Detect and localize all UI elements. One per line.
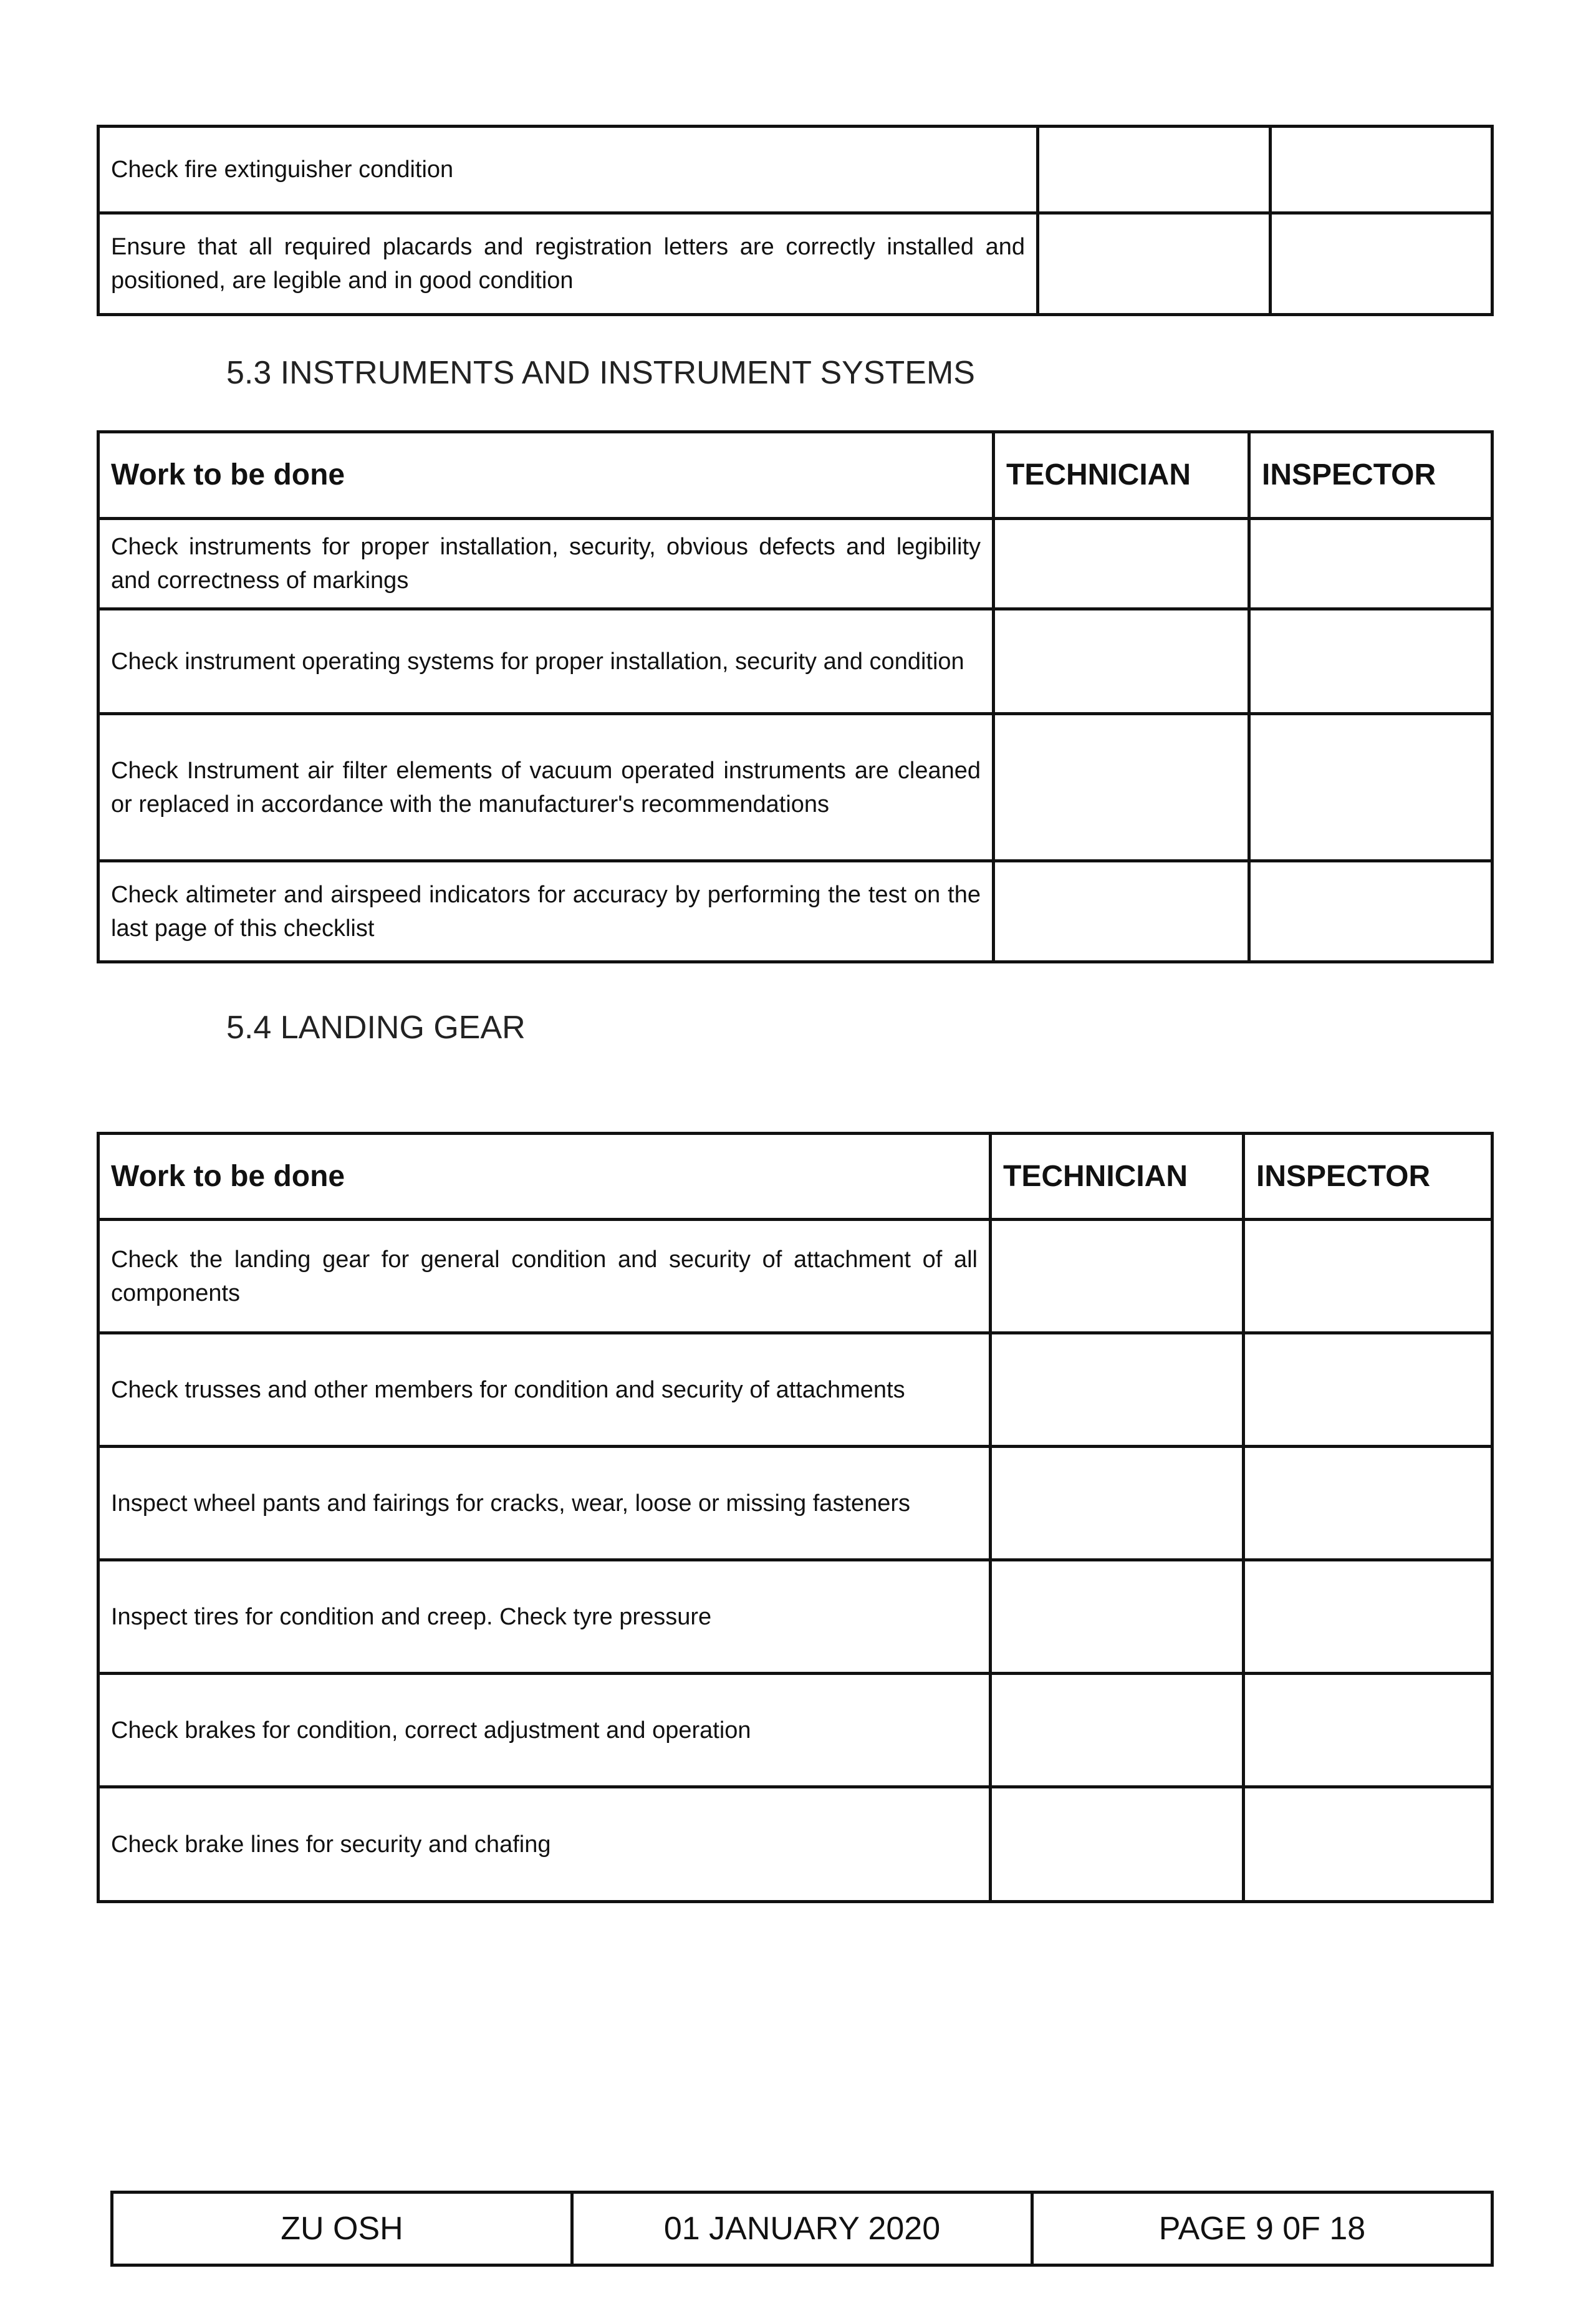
table-row — [99, 1220, 1493, 1333]
task-cell: Inspect wheel pants and fairings for cracks, wear, loose or missing fasteners — [99, 1447, 991, 1560]
task-cell: Inspect tires for condition and creep. Check tyre pressure — [99, 1560, 991, 1674]
column-header-work: Work to be done — [99, 1134, 991, 1220]
technician-cell[interactable] — [994, 609, 1249, 714]
task-cell: Check brakes for condition, correct adjustment and operation — [99, 1674, 991, 1787]
header-row — [99, 432, 1493, 519]
landing-gear-checklist-table — [97, 1132, 1494, 1903]
technician-cell[interactable] — [1038, 213, 1271, 315]
task-cell: Check the landing gear for general condition and security of attachment of all components — [99, 1220, 991, 1333]
technician-cell[interactable] — [991, 1447, 1244, 1560]
inspector-cell[interactable] — [1249, 519, 1493, 609]
technician-cell[interactable] — [1038, 127, 1271, 213]
table-row — [99, 213, 1493, 315]
inspector-cell[interactable] — [1249, 714, 1493, 861]
technician-cell[interactable] — [991, 1560, 1244, 1674]
technician-cell[interactable] — [991, 1220, 1244, 1333]
task-cell: Check fire extinguisher condition — [99, 127, 1038, 213]
table-row — [99, 1560, 1493, 1674]
inspector-cell[interactable] — [1244, 1787, 1493, 1902]
column-header-inspector: INSPECTOR — [1249, 432, 1493, 519]
technician-cell[interactable] — [991, 1787, 1244, 1902]
table-row — [99, 714, 1493, 861]
table-row — [99, 861, 1493, 962]
section-heading-landing-gear: 5.4 LANDING GEAR — [226, 1010, 526, 1046]
task-cell: Check Instrument air filter elements of vacuum operated instruments are cleaned or replaced in accordance with the manufacturer's recommendations — [99, 714, 994, 861]
table-row — [99, 519, 1493, 609]
section-heading-instruments: 5.3 INSTRUMENTS AND INSTRUMENT SYSTEMS — [226, 355, 975, 391]
table-row — [99, 127, 1493, 213]
table-row — [99, 1447, 1493, 1560]
header-row — [99, 1134, 1493, 1220]
column-header-work: Work to be done — [99, 432, 994, 519]
table-row — [99, 1674, 1493, 1787]
instruments-checklist-table — [97, 430, 1494, 963]
footer-row — [112, 2193, 1493, 2265]
inspector-cell[interactable] — [1244, 1333, 1493, 1447]
inspector-cell[interactable] — [1244, 1674, 1493, 1787]
page-footer — [110, 2191, 1494, 2267]
inspector-cell[interactable] — [1271, 127, 1493, 213]
inspector-cell[interactable] — [1249, 609, 1493, 714]
table-row — [99, 1333, 1493, 1447]
inspector-cell[interactable] — [1244, 1220, 1493, 1333]
technician-cell[interactable] — [994, 519, 1249, 609]
task-cell: Check altimeter and airspeed indicators for accuracy by performing the test on the last page of this checklist — [99, 861, 994, 962]
inspector-cell[interactable] — [1244, 1447, 1493, 1560]
inspector-cell[interactable] — [1249, 861, 1493, 962]
task-cell: Check instrument operating systems for proper installation, security and condition — [99, 609, 994, 714]
footer-registration: ZU OSH — [112, 2193, 572, 2265]
task-cell: Check instruments for proper installation, security, obvious defects and legibility and correctness of markings — [99, 519, 994, 609]
footer-date: 01 JANUARY 2020 — [572, 2193, 1032, 2265]
technician-cell[interactable] — [994, 861, 1249, 962]
technician-cell[interactable] — [991, 1333, 1244, 1447]
checklist-table-continued — [97, 125, 1494, 316]
technician-cell[interactable] — [991, 1674, 1244, 1787]
inspector-cell[interactable] — [1244, 1560, 1493, 1674]
task-cell: Ensure that all required placards and registration letters are correctly installed and positioned, are legible and in good condition — [99, 213, 1038, 315]
column-header-technician: TECHNICIAN — [994, 432, 1249, 519]
table-row — [99, 1787, 1493, 1902]
task-cell: Check trusses and other members for condition and security of attachments — [99, 1333, 991, 1447]
column-header-inspector: INSPECTOR — [1244, 1134, 1493, 1220]
technician-cell[interactable] — [994, 714, 1249, 861]
column-header-technician: TECHNICIAN — [991, 1134, 1244, 1220]
inspector-cell[interactable] — [1271, 213, 1493, 315]
table-row — [99, 609, 1493, 714]
task-cell: Check brake lines for security and chafing — [99, 1787, 991, 1902]
footer-page-number: PAGE 9 0F 18 — [1032, 2193, 1493, 2265]
